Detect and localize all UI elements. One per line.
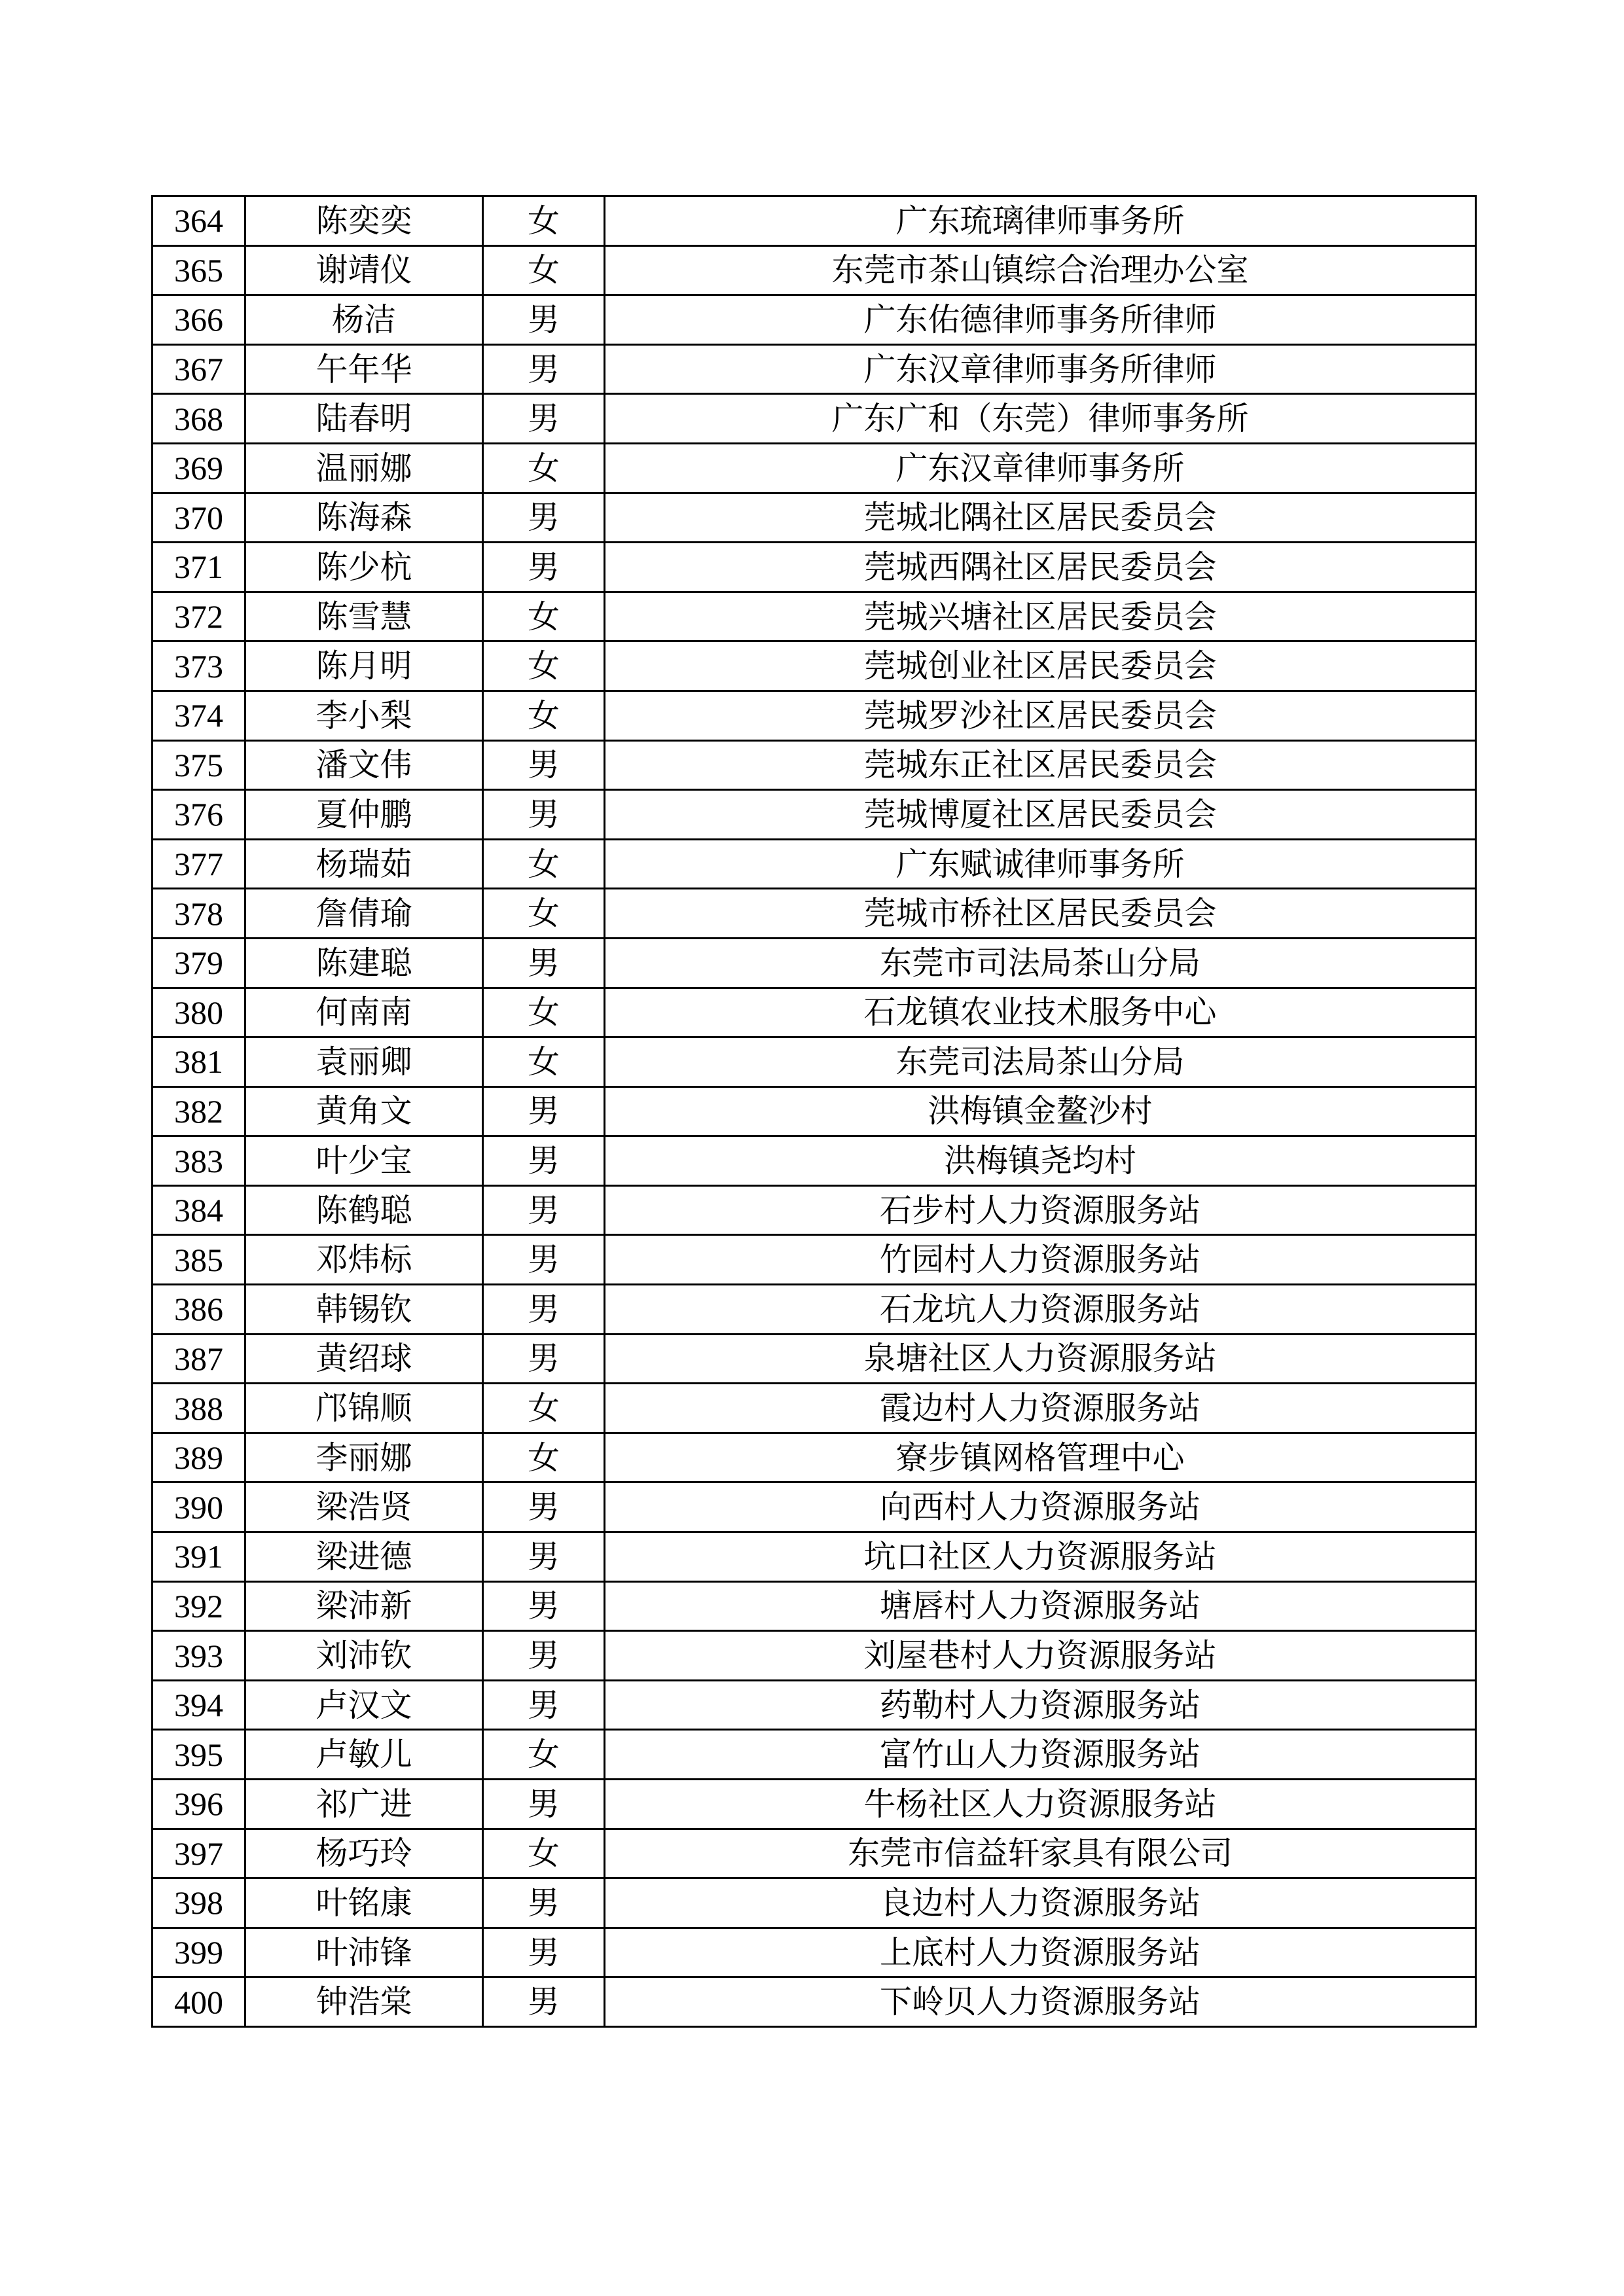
gender-cell: 女 <box>483 196 605 246</box>
gender-cell: 男 <box>483 1482 605 1532</box>
row-number-cell: 400 <box>153 1977 245 2027</box>
gender-cell: 男 <box>483 1334 605 1384</box>
name-cell: 陈月明 <box>245 641 483 691</box>
organization-cell: 广东广和（东莞）律师事务所 <box>605 394 1476 444</box>
table-row <box>153 1780 1476 1829</box>
row-number-cell: 394 <box>153 1680 245 1730</box>
organization-cell: 竹园村人力资源服务站 <box>605 1235 1476 1285</box>
table-row <box>153 740 1476 790</box>
organization-cell: 石龙镇农业技术服务中心 <box>605 988 1476 1037</box>
name-cell: 叶铭康 <box>245 1878 483 1928</box>
organization-cell: 牛杨社区人力资源服务站 <box>605 1780 1476 1829</box>
row-number-cell: 368 <box>153 394 245 444</box>
row-number-cell: 378 <box>153 889 245 939</box>
name-cell: 梁进德 <box>245 1532 483 1582</box>
organization-cell: 下岭贝人力资源服务站 <box>605 1977 1476 2027</box>
name-cell: 卢汉文 <box>245 1680 483 1730</box>
gender-cell: 男 <box>483 1680 605 1730</box>
row-number-cell: 398 <box>153 1878 245 1928</box>
name-cell: 陈奕奕 <box>245 196 483 246</box>
gender-cell: 男 <box>483 1136 605 1186</box>
row-number-cell: 396 <box>153 1780 245 1829</box>
organization-cell: 莞城创业社区居民委员会 <box>605 641 1476 691</box>
table-row <box>153 839 1476 889</box>
name-cell: 何南南 <box>245 988 483 1037</box>
row-number-cell: 385 <box>153 1235 245 1285</box>
organization-cell: 莞城西隅社区居民委员会 <box>605 543 1476 592</box>
row-number-cell: 366 <box>153 295 245 345</box>
organization-cell: 莞城博厦社区居民委员会 <box>605 790 1476 840</box>
gender-cell: 女 <box>483 839 605 889</box>
gender-cell: 女 <box>483 1037 605 1087</box>
gender-cell: 女 <box>483 443 605 493</box>
organization-cell: 莞城北隅社区居民委员会 <box>605 493 1476 543</box>
name-cell: 陈海森 <box>245 493 483 543</box>
organization-cell: 塘唇村人力资源服务站 <box>605 1581 1476 1631</box>
gender-cell: 男 <box>483 790 605 840</box>
table-row <box>153 1977 1476 2027</box>
row-number-cell: 390 <box>153 1482 245 1532</box>
organization-cell: 东莞市茶山镇综合治理办公室 <box>605 245 1476 295</box>
name-cell: 袁丽卿 <box>245 1037 483 1087</box>
table-row <box>153 1680 1476 1730</box>
name-cell: 钟浩棠 <box>245 1977 483 2027</box>
row-number-cell: 364 <box>153 196 245 246</box>
gender-cell: 女 <box>483 1433 605 1482</box>
table-row <box>153 938 1476 988</box>
name-cell: 梁浩贤 <box>245 1482 483 1532</box>
gender-cell: 女 <box>483 1829 605 1878</box>
table-row <box>153 988 1476 1037</box>
row-number-cell: 372 <box>153 592 245 641</box>
gender-cell: 女 <box>483 245 605 295</box>
name-cell: 杨洁 <box>245 295 483 345</box>
organization-cell: 广东汉章律师事务所律师 <box>605 344 1476 394</box>
name-cell: 温丽娜 <box>245 443 483 493</box>
name-cell: 陈建聪 <box>245 938 483 988</box>
table-row <box>153 691 1476 740</box>
organization-cell: 坑口社区人力资源服务站 <box>605 1532 1476 1582</box>
name-cell: 黄绍球 <box>245 1334 483 1384</box>
name-cell: 邝锦顺 <box>245 1384 483 1433</box>
table-row <box>153 1730 1476 1780</box>
row-number-cell: 377 <box>153 839 245 889</box>
table-row <box>153 1185 1476 1235</box>
table-row <box>153 543 1476 592</box>
gender-cell: 男 <box>483 493 605 543</box>
gender-cell: 男 <box>483 1581 605 1631</box>
gender-cell: 男 <box>483 740 605 790</box>
name-cell: 韩锡钦 <box>245 1285 483 1335</box>
organization-cell: 广东汉章律师事务所 <box>605 443 1476 493</box>
table-row <box>153 245 1476 295</box>
name-cell: 夏仲鹏 <box>245 790 483 840</box>
gender-cell: 男 <box>483 1780 605 1829</box>
gender-cell: 女 <box>483 1384 605 1433</box>
table-row <box>153 1829 1476 1878</box>
table-row <box>153 1086 1476 1136</box>
organization-cell: 莞城东正社区居民委员会 <box>605 740 1476 790</box>
organization-cell: 石龙坑人力资源服务站 <box>605 1285 1476 1335</box>
organization-cell: 石步村人力资源服务站 <box>605 1185 1476 1235</box>
name-cell: 梁沛新 <box>245 1581 483 1631</box>
table-row <box>153 889 1476 939</box>
row-number-cell: 370 <box>153 493 245 543</box>
table-row <box>153 1581 1476 1631</box>
name-cell: 潘文伟 <box>245 740 483 790</box>
row-number-cell: 381 <box>153 1037 245 1087</box>
name-cell: 午年华 <box>245 344 483 394</box>
name-cell: 陈雪慧 <box>245 592 483 641</box>
table-row <box>153 1037 1476 1087</box>
row-number-cell: 376 <box>153 790 245 840</box>
gender-cell: 女 <box>483 1730 605 1780</box>
organization-cell: 广东琉璃律师事务所 <box>605 196 1476 246</box>
name-cell: 詹倩瑜 <box>245 889 483 939</box>
organization-cell: 药勒村人力资源服务站 <box>605 1680 1476 1730</box>
name-cell: 刘沛钦 <box>245 1631 483 1681</box>
gender-cell: 女 <box>483 988 605 1037</box>
row-number-cell: 397 <box>153 1829 245 1878</box>
organization-cell: 良边村人力资源服务站 <box>605 1878 1476 1928</box>
row-number-cell: 399 <box>153 1928 245 1977</box>
table-row <box>153 196 1476 246</box>
organization-cell: 刘屋巷村人力资源服务站 <box>605 1631 1476 1681</box>
row-number-cell: 384 <box>153 1185 245 1235</box>
organization-cell: 洪梅镇尧均村 <box>605 1136 1476 1186</box>
gender-cell: 男 <box>483 1532 605 1582</box>
name-cell: 谢靖仪 <box>245 245 483 295</box>
organization-cell: 富竹山人力资源服务站 <box>605 1730 1476 1780</box>
table-row <box>153 344 1476 394</box>
gender-cell: 男 <box>483 938 605 988</box>
gender-cell: 男 <box>483 1235 605 1285</box>
table-row <box>153 1631 1476 1681</box>
organization-cell: 向西村人力资源服务站 <box>605 1482 1476 1532</box>
row-number-cell: 375 <box>153 740 245 790</box>
name-cell: 叶沛锋 <box>245 1928 483 1977</box>
row-number-cell: 371 <box>153 543 245 592</box>
name-cell: 杨瑞茹 <box>245 839 483 889</box>
row-number-cell: 374 <box>153 691 245 740</box>
name-cell: 李小梨 <box>245 691 483 740</box>
organization-cell: 广东赋诚律师事务所 <box>605 839 1476 889</box>
row-number-cell: 389 <box>153 1433 245 1482</box>
row-number-cell: 369 <box>153 443 245 493</box>
gender-cell: 男 <box>483 1878 605 1928</box>
table-row <box>153 790 1476 840</box>
roster-table <box>151 195 1477 2028</box>
row-number-cell: 380 <box>153 988 245 1037</box>
name-cell: 李丽娜 <box>245 1433 483 1482</box>
organization-cell: 霞边村人力资源服务站 <box>605 1384 1476 1433</box>
row-number-cell: 382 <box>153 1086 245 1136</box>
organization-cell: 莞城兴塘社区居民委员会 <box>605 592 1476 641</box>
name-cell: 杨巧玲 <box>245 1829 483 1878</box>
row-number-cell: 388 <box>153 1384 245 1433</box>
table-row <box>153 1136 1476 1186</box>
organization-cell: 东莞市信益轩家具有限公司 <box>605 1829 1476 1878</box>
gender-cell: 男 <box>483 1285 605 1335</box>
gender-cell: 男 <box>483 1086 605 1136</box>
gender-cell: 男 <box>483 295 605 345</box>
name-cell: 卢敏儿 <box>245 1730 483 1780</box>
name-cell: 叶少宝 <box>245 1136 483 1186</box>
gender-cell: 男 <box>483 344 605 394</box>
row-number-cell: 367 <box>153 344 245 394</box>
organization-cell: 泉塘社区人力资源服务站 <box>605 1334 1476 1384</box>
organization-cell: 上底村人力资源服务站 <box>605 1928 1476 1977</box>
table-row <box>153 443 1476 493</box>
gender-cell: 男 <box>483 394 605 444</box>
row-number-cell: 392 <box>153 1581 245 1631</box>
row-number-cell: 387 <box>153 1334 245 1384</box>
table-row <box>153 592 1476 641</box>
organization-cell: 莞城罗沙社区居民委员会 <box>605 691 1476 740</box>
gender-cell: 女 <box>483 691 605 740</box>
organization-cell: 广东佑德律师事务所律师 <box>605 295 1476 345</box>
gender-cell: 男 <box>483 1631 605 1681</box>
table-row <box>153 493 1476 543</box>
table-row <box>153 1384 1476 1433</box>
name-cell: 陆春明 <box>245 394 483 444</box>
row-number-cell: 379 <box>153 938 245 988</box>
gender-cell: 女 <box>483 641 605 691</box>
row-number-cell: 383 <box>153 1136 245 1186</box>
table-row <box>153 1235 1476 1285</box>
table-row <box>153 1878 1476 1928</box>
table-row <box>153 295 1476 345</box>
organization-cell: 寮步镇网格管理中心 <box>605 1433 1476 1482</box>
name-cell: 陈少杭 <box>245 543 483 592</box>
organization-cell: 莞城市桥社区居民委员会 <box>605 889 1476 939</box>
table-row <box>153 1334 1476 1384</box>
name-cell: 祁广进 <box>245 1780 483 1829</box>
row-number-cell: 365 <box>153 245 245 295</box>
gender-cell: 男 <box>483 1185 605 1235</box>
row-number-cell: 386 <box>153 1285 245 1335</box>
table-row <box>153 1482 1476 1532</box>
table-row <box>153 1532 1476 1582</box>
name-cell: 邓炜标 <box>245 1235 483 1285</box>
organization-cell: 东莞市司法局茶山分局 <box>605 938 1476 988</box>
organization-cell: 洪梅镇金鳌沙村 <box>605 1086 1476 1136</box>
table-row <box>153 1285 1476 1335</box>
gender-cell: 男 <box>483 1928 605 1977</box>
gender-cell: 男 <box>483 1977 605 2027</box>
gender-cell: 女 <box>483 592 605 641</box>
row-number-cell: 393 <box>153 1631 245 1681</box>
name-cell: 陈鹤聪 <box>245 1185 483 1235</box>
organization-cell: 东莞司法局茶山分局 <box>605 1037 1476 1087</box>
roster-table-body <box>153 196 1476 2027</box>
gender-cell: 女 <box>483 889 605 939</box>
name-cell: 黄角文 <box>245 1086 483 1136</box>
table-row <box>153 1433 1476 1482</box>
table-row <box>153 394 1476 444</box>
row-number-cell: 373 <box>153 641 245 691</box>
table-row <box>153 1928 1476 1977</box>
table-row <box>153 641 1476 691</box>
gender-cell: 男 <box>483 543 605 592</box>
row-number-cell: 395 <box>153 1730 245 1780</box>
row-number-cell: 391 <box>153 1532 245 1582</box>
